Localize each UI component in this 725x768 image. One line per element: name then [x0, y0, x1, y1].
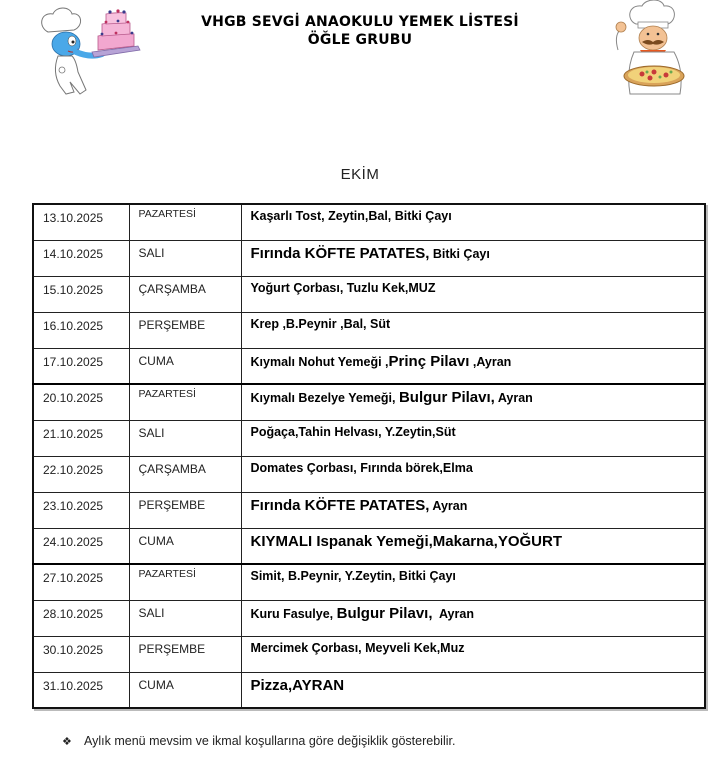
menu-day: SALI	[129, 420, 241, 456]
menu-row	[33, 348, 705, 384]
smurf-chef-illustration	[28, 2, 148, 98]
menu-dishes	[241, 420, 705, 456]
menu-day: PAZARTESİ	[129, 384, 241, 420]
menu-dishes	[241, 312, 705, 348]
menu-dishes	[241, 600, 705, 636]
title-line-1: VHGB SEVGİ ANAOKULU YEMEK LİSTESİ	[201, 14, 519, 30]
menu-row	[33, 636, 705, 672]
menu-row	[33, 312, 705, 348]
menu-day: PERŞEMBE	[129, 636, 241, 672]
menu-row	[33, 276, 705, 312]
menu-row	[33, 240, 705, 276]
menu-dishes	[241, 456, 705, 492]
dish-text: Ayran	[429, 498, 468, 513]
menu-date: 16.10.2025	[33, 312, 129, 348]
dish-text: Prinç Pilavı	[388, 352, 470, 370]
dish-text: Bulgur Pilavı,	[398, 389, 495, 406]
page-title	[150, 13, 570, 49]
menu-date: 30.10.2025	[33, 636, 129, 672]
dish-text: Kıymalı Bezelye Yemeği,	[250, 391, 399, 405]
menu-day: SALI	[129, 240, 241, 276]
dish-text: Bulgur Pilavı,	[336, 604, 433, 622]
dish-text: Poğaça,Tahin Helvası, Y.Zeytin,Süt	[250, 424, 456, 439]
menu-row	[33, 456, 705, 492]
menu-dishes	[241, 240, 705, 276]
menu-day: CUMA	[129, 672, 241, 708]
menu-row	[33, 492, 705, 528]
footer-note	[62, 734, 455, 748]
menu-date: 13.10.2025	[33, 204, 129, 240]
dish-text: Simit, B.Peynir, Y.Zeytin, Bitki Çayı	[250, 569, 456, 583]
menu-date: 20.10.2025	[33, 384, 129, 420]
dish-text: Mercimek Çorbası, Meyveli Kek,Muz	[250, 640, 465, 655]
diamond-bullet-icon: ❖	[62, 736, 72, 748]
menu-date: 27.10.2025	[33, 564, 129, 600]
menu-row	[33, 564, 705, 600]
dish-text: Yoğurt Çorbası, Tuzlu Kek,MUZ	[250, 280, 436, 295]
menu-day: PERŞEMBE	[129, 312, 241, 348]
menu-date: 15.10.2025	[33, 276, 129, 312]
dish-text: KIYMALI Ispanak Yemeği,Makarna,YOĞURT	[250, 532, 562, 550]
dish-text: Domates Çorbası, Fırında börek,Elma	[250, 460, 473, 475]
dish-text: Pizza,AYRAN	[250, 676, 345, 694]
menu-day: SALI	[129, 600, 241, 636]
dish-text: Fırında KÖFTE PATATES,	[250, 244, 430, 262]
menu-dishes	[241, 276, 705, 312]
dish-text: Krep ,B.Peynir ,Bal, Süt	[250, 316, 391, 331]
menu-date: 28.10.2025	[33, 600, 129, 636]
menu-date: 17.10.2025	[33, 348, 129, 384]
dish-text: Kuru Fasulye,	[250, 606, 337, 621]
menu-row	[33, 672, 705, 708]
menu-date: 21.10.2025	[33, 420, 129, 456]
dish-text: Fırında KÖFTE PATATES,	[250, 496, 430, 514]
month-heading: EKİM	[340, 166, 380, 183]
dish-text: Kıymalı Nohut Yemeği ,	[250, 354, 389, 369]
dish-text: ,Ayran	[469, 354, 512, 369]
title-line-2: ÖĞLE GRUBU	[307, 32, 413, 48]
menu-row	[33, 204, 705, 240]
menu-row	[33, 420, 705, 456]
menu-day: ÇARŞAMBA	[129, 276, 241, 312]
menu-row	[33, 528, 705, 564]
dish-text: Ayran	[432, 606, 474, 621]
menu-day: PERŞEMBE	[129, 492, 241, 528]
menu-date: 23.10.2025	[33, 492, 129, 528]
menu-day: PAZARTESİ	[129, 204, 241, 240]
menu-dishes	[241, 528, 705, 564]
menu-date: 24.10.2025	[33, 528, 129, 564]
menu-dishes	[241, 204, 705, 240]
dish-text: Kaşarlı Tost, Zeytin,Bal, Bitki Çayı	[250, 209, 452, 223]
footer-note-text: Aylık menü mevsim ve ikmal koşullarına göre değişiklik gösterebilir.	[84, 734, 456, 748]
menu-dishes	[241, 384, 705, 420]
menu-day: PAZARTESİ	[129, 564, 241, 600]
menu-dishes	[241, 636, 705, 672]
menu-dishes	[241, 672, 705, 708]
chef-pizza-illustration	[596, 0, 706, 96]
menu-row	[33, 384, 705, 420]
menu-date: 22.10.2025	[33, 456, 129, 492]
menu-dishes	[241, 492, 705, 528]
menu-table	[32, 203, 706, 709]
menu-day: CUMA	[129, 528, 241, 564]
menu-date: 14.10.2025	[33, 240, 129, 276]
menu-day: CUMA	[129, 348, 241, 384]
menu-row	[33, 600, 705, 636]
dish-text: Ayran	[494, 391, 533, 405]
dish-text: Bitki Çayı	[429, 246, 490, 261]
menu-dishes	[241, 564, 705, 600]
menu-day: ÇARŞAMBA	[129, 456, 241, 492]
menu-date: 31.10.2025	[33, 672, 129, 708]
menu-dishes	[241, 348, 705, 384]
